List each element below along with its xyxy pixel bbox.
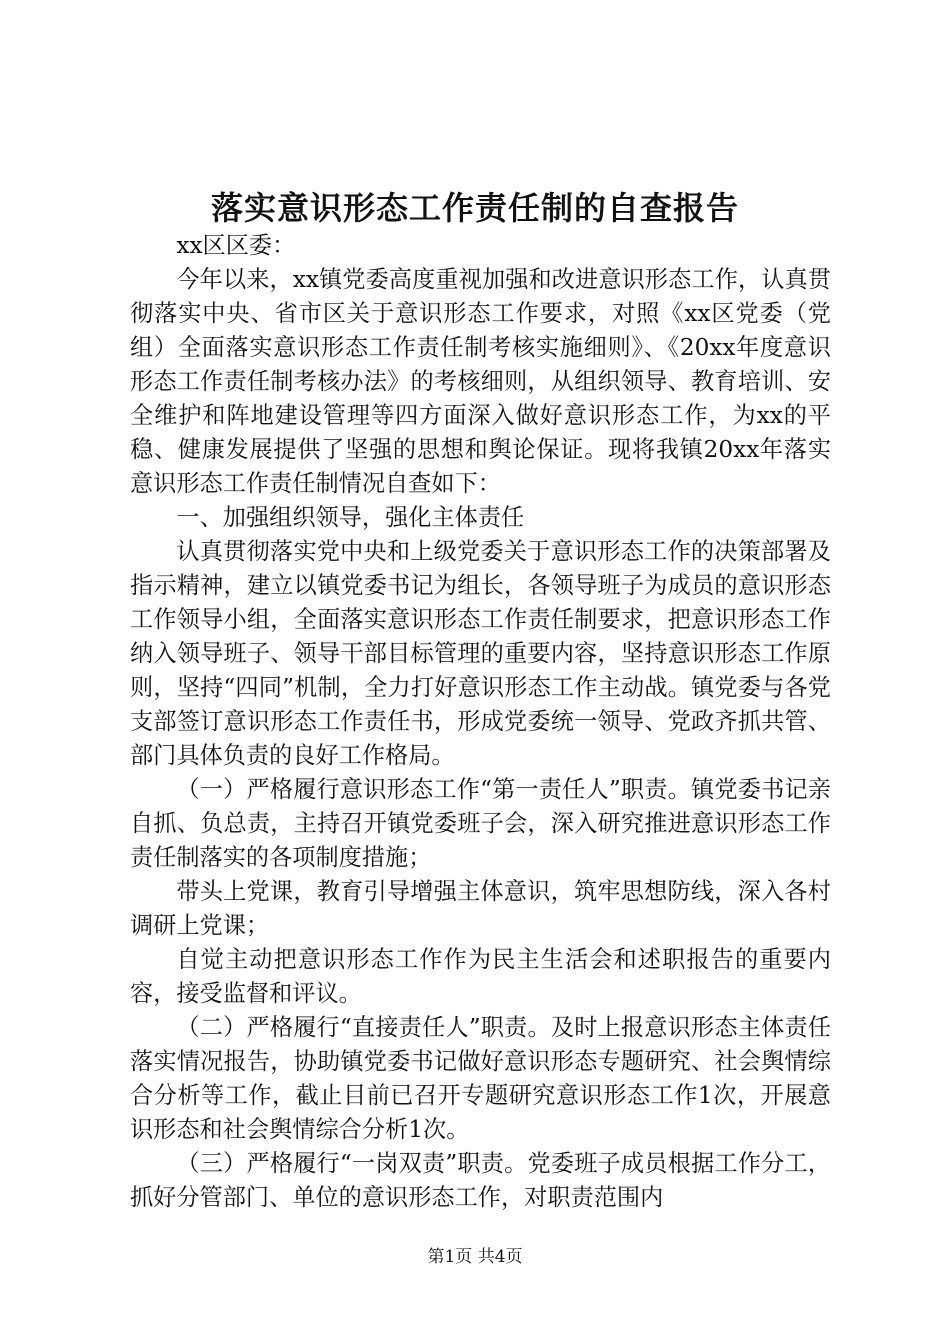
paragraph-section-1: 认真贯彻落实党中央和上级党委关于意识形态工作的决策部署及指示精神，建立以镇党委书记为组长，各领导班子为成员的意识形态工作领导小组，全面落实意识形态工作责任制要求，把意识形态工作纳入领导班子、领导干部目标管理的重要内容，坚持意识形态工作原则，坚持“四同”机制，全力打好意识形态工作主动战。镇党委与各党支部签订意识形态工作责任书，形成党委统一领导、党政齐抓共管、部门具体负责的良好工作格局。 bbox=[130, 538, 831, 769]
paragraph-item-3: （三）严格履行“一岗双责”职责。党委班子成员根据工作分工，抓好分管部门、单位的意识形态工作，对职责范围内 bbox=[130, 1150, 831, 1211]
document-title: 落实意识形态工作责任制的自查报告 bbox=[210, 189, 739, 227]
paragraph-item-1-b: 自觉主动把意识形态工作作为民主生活会和述职报告的重要内容，接受监督和评议。 bbox=[130, 946, 831, 1007]
document-body bbox=[130, 229, 831, 1215]
salutation: xx区区委： bbox=[176, 232, 296, 259]
paragraph-item-2: （二）严格履行“直接责任人”职责。及时上报意识形态主体责任落实情况报告，协助镇党委书记做好意识形态专题研究、社会舆情综合分析等工作，截止目前已召开专题研究意识形态工作1次，开展意识形态和社会舆情综合分析1次。 bbox=[130, 1014, 831, 1143]
paragraph-item-1-a: 带头上党课，教育引导增强主体意识，筑牢思想防线，深入各村调研上党课； bbox=[130, 878, 831, 939]
paragraph-item-1: （一）严格履行意识形态工作“第一责任人”职责。镇党委书记亲自抓、负总责，主持召开镇党委班子会，深入研究推进意识形态工作责任制落实的各项制度措施； bbox=[130, 776, 831, 871]
paragraph-intro: 今年以来，xx镇党委高度重视加强和改进意识形态工作，认真贯彻落实中央、省市区关于意识形态工作要求，对照《xx区党委（党组）全面落实意识形态工作责任制考核实施细则》、《20xx年度意识形态工作责任制考核办法》的考核细则，从组织领导、教育培训、安全维护和阵地建设管理等四方面深入做好意识形态工作，为xx的平稳、健康发展提供了坚强的思想和舆论保证。现将我镇20xx年落实意识形态工作责任制情况自查如下： bbox=[130, 266, 831, 497]
page-footer: 第1页 共4页 bbox=[427, 1247, 523, 1267]
section-heading-1: 一、加强组织领导，强化主体责任 bbox=[176, 504, 525, 531]
